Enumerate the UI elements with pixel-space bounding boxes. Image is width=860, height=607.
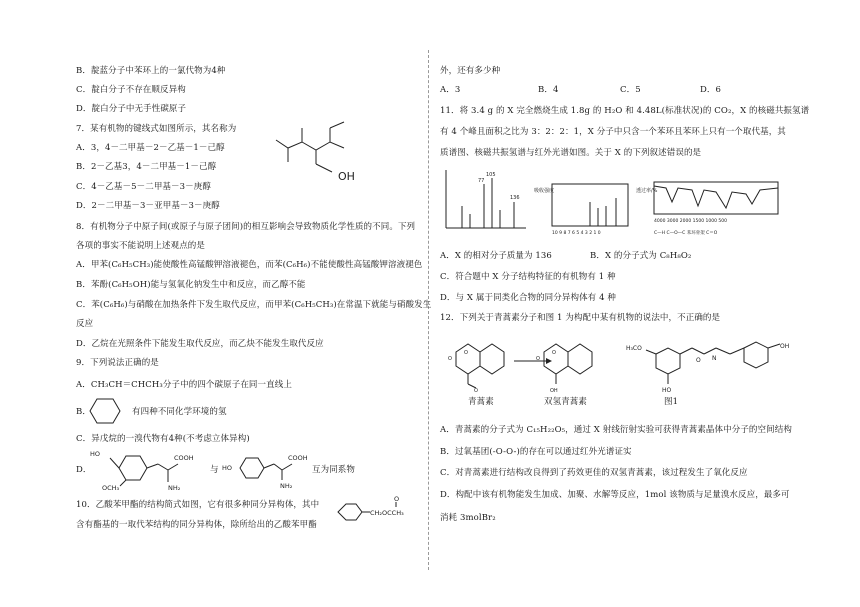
q9-option-c: C．异戊烷的一溴代物有4种(不考虑立体异构) xyxy=(76,434,250,444)
q9-option-b-text: 有四种不同化学环境的氢 xyxy=(132,407,227,417)
svg-text:4000 3000 2000 1500 1000 500: 4000 3000 2000 1500 1000 500 xyxy=(654,219,728,224)
q6-option-b: B．靛蓝分子中苯环上的一氯代物为4种 xyxy=(76,66,226,76)
q12-option-c: C．对青蒿素进行结构改良得到了药效更佳的双氢青蒿素，该过程发生了氧化反应 xyxy=(440,468,748,478)
q9-option-d-label: D． xyxy=(76,465,92,475)
q12-option-a: A．青蒿素的分子式为 C₁₅H₂₂O₅，通过 X 射线衍射实验可获得青蒿素晶体中分子的空间结构 xyxy=(440,425,792,435)
q8-option-a: A．甲苯(C₆H₅CH₃)能使酸性高锰酸钾溶液褪色，而苯(C₆H₆)不能使酸性高锰酸钾溶液褪色 xyxy=(76,260,423,270)
artemisinin-label: 青蒿素 xyxy=(468,397,494,407)
svg-text:HO: HO xyxy=(662,387,672,394)
cyclohexane-ring xyxy=(88,395,122,427)
q11-stem-1: 11．将 3.4 g 的 X 完全燃烧生成 1.8g 的 H₂O 和 4.48L(标准状况)的 CO₂，X 的核磁共振氢谱 xyxy=(440,106,810,116)
svg-text:OH: OH xyxy=(780,343,790,350)
q8-stem-1: 8．有机物分子中原子间(或原子与原子团间)的相互影响会导致物质化学性质的不同。下列 xyxy=(76,222,416,232)
q9-stem: 9．下列说法正确的是 xyxy=(76,358,159,368)
q12-option-b: B．过氧基团(-O-O-)的存在可以通过红外光谱证实 xyxy=(440,447,632,457)
q10-option-d: D．6 xyxy=(700,85,722,95)
dihydroartemisinin-structure xyxy=(534,334,596,396)
q11-option-c: C．符合题中 X 分子结构特征的有机物有 1 种 xyxy=(440,272,616,282)
q10-option-a: A．3 xyxy=(440,85,461,95)
nmr-y-label: 吸收强度 xyxy=(534,188,555,194)
q9-option-d-and: 与 xyxy=(210,465,219,475)
q8-option-b: B．苯酚(C₆H₅OH)能与氢氧化钠发生中和反应，而乙醇不能 xyxy=(76,280,306,290)
q12-option-d-2: 消耗 3molBr₂ xyxy=(440,513,496,523)
q10-option-c: C．5 xyxy=(620,85,641,95)
q11-option-d: D．与 X 属于同类化合物的同分异构体有 4 种 xyxy=(440,293,616,303)
ir-y-label: 透过率/% xyxy=(636,188,658,194)
dihydroartemisinin-oh: OH xyxy=(550,388,558,394)
ms-peak-105: 105 xyxy=(486,172,496,178)
svg-text:O: O xyxy=(696,357,701,364)
svg-text:O: O xyxy=(464,350,468,356)
nmr-spectrum-figure xyxy=(532,180,632,242)
q12-stem: 12．下列关于青蒿素分子和图 1 为构配中某有机物的说法中，不正确的是 xyxy=(440,313,721,323)
q7-option-c: C．4－乙基－5－二甲基－3－庚醇 xyxy=(76,182,211,192)
q8-stem-2: 各项的事实不能说明上述观点的是 xyxy=(76,241,206,251)
q9-structure-2 xyxy=(220,448,320,490)
right-column xyxy=(428,0,860,607)
svg-text:10 9 8 7 6 5 4 3 2 1 0: 10 9 8 7 6 5 4 3 2 1 0 xyxy=(552,231,601,236)
figure-1-structure xyxy=(626,340,812,398)
q7-oh-label: OH xyxy=(338,170,355,183)
svg-text:NH₂: NH₂ xyxy=(280,482,293,490)
benzyl-acetate-structure xyxy=(330,494,426,534)
ir-footer: C—H C—O—C 苯环骨架 C＝O xyxy=(654,231,718,236)
ir-spectrum-figure xyxy=(636,178,786,246)
q9-structure-1 xyxy=(88,446,208,492)
svg-text:OCH₃: OCH₃ xyxy=(102,484,120,492)
q6-option-d: D．靛白分子中无手性碳原子 xyxy=(76,104,187,114)
ms-peak-77: 77 xyxy=(478,178,485,184)
figure-1-label: 图1 xyxy=(664,397,679,407)
q11-option-b: B．X 的分子式为 C₈H₈O₂ xyxy=(590,251,692,261)
svg-text:CH₂OCCH₃: CH₂OCCH₃ xyxy=(370,509,404,517)
artemisinin-structure xyxy=(446,334,508,394)
q7-skeletal-structure xyxy=(272,112,372,188)
svg-text:N: N xyxy=(712,355,717,362)
q8-option-d: D．乙烷在光照条件下能发生取代反应，而乙炔不能发生取代反应 xyxy=(76,339,324,349)
svg-text:COOH: COOH xyxy=(288,454,308,462)
q9-option-b-label: B． xyxy=(76,407,91,417)
q12-option-d-1: D．构配中该有机物能发生加成、加聚、水解等反应，1mol 该物质与足量溴水反应，最多可 xyxy=(440,490,790,500)
q11-stem-2: 有 4 个峰且面积之比为 3：2：2：1，X 分子中只含一个苯环且苯环上只有一个取代基，其 xyxy=(440,127,786,137)
dihydroartemisinin-label: 双氢青蒿素 xyxy=(544,397,588,407)
svg-text:O: O xyxy=(536,356,540,362)
svg-text:NH₂: NH₂ xyxy=(168,484,181,492)
q7-option-d: D．2－二甲基－3－亚甲基－3－庚醇 xyxy=(76,201,220,211)
q9-option-a: A．CH₃CH＝CHCH₃分子中的四个碳原子在同一直线上 xyxy=(76,380,292,390)
svg-text:O: O xyxy=(448,356,452,362)
mass-spectrum-figure xyxy=(440,166,530,240)
q8-option-c-2: 反应 xyxy=(76,319,94,329)
figure-1-och3: H₃CO xyxy=(626,345,642,352)
q8-option-c-1: C．苯(C₆H₆)与硝酸在加热条件下发生取代反应，而甲苯(C₆H₅CH₃)在常温下就能与硝酸发生 xyxy=(76,300,432,310)
ms-peak-136: 136 xyxy=(510,195,520,201)
svg-text:COOH: COOH xyxy=(174,454,194,462)
svg-text:O: O xyxy=(394,495,400,503)
q9-option-d-text: 互为同系物 xyxy=(312,465,356,475)
q7-option-b: B．2－乙基3，4－二甲基－1－己醇 xyxy=(76,162,217,172)
q7-option-a: A．3，4－二甲基－2－乙基－1－己醇 xyxy=(76,143,225,153)
q7-stem: 7．某有机物的键线式如图所示，其名称为 xyxy=(76,124,237,134)
svg-text:HO: HO xyxy=(222,464,233,472)
q10-option-b: B．4 xyxy=(538,85,559,95)
q10-stem-1: 10．乙酸苯甲酯的结构简式如图，它有很多种同分异构体，其中 xyxy=(76,500,320,510)
q10-stem-2: 含有酯基的一取代苯结构的同分异构体，除所给出的乙酸苯甲酯 xyxy=(76,520,317,530)
q11-option-a: A．X 的相对分子质量为 136 xyxy=(440,251,552,261)
q6-option-c: C．靛白分子不存在顺反异构 xyxy=(76,85,186,95)
q11-stem-3: 质谱图、核磁共振氢谱与红外光谱如图。关于 X 的下列叙述错误的是 xyxy=(440,148,702,158)
svg-text:O: O xyxy=(474,388,478,394)
svg-text:O: O xyxy=(552,350,556,356)
svg-text:HO: HO xyxy=(90,450,101,458)
q10-continuation: 外，还有多少种 xyxy=(440,66,501,76)
